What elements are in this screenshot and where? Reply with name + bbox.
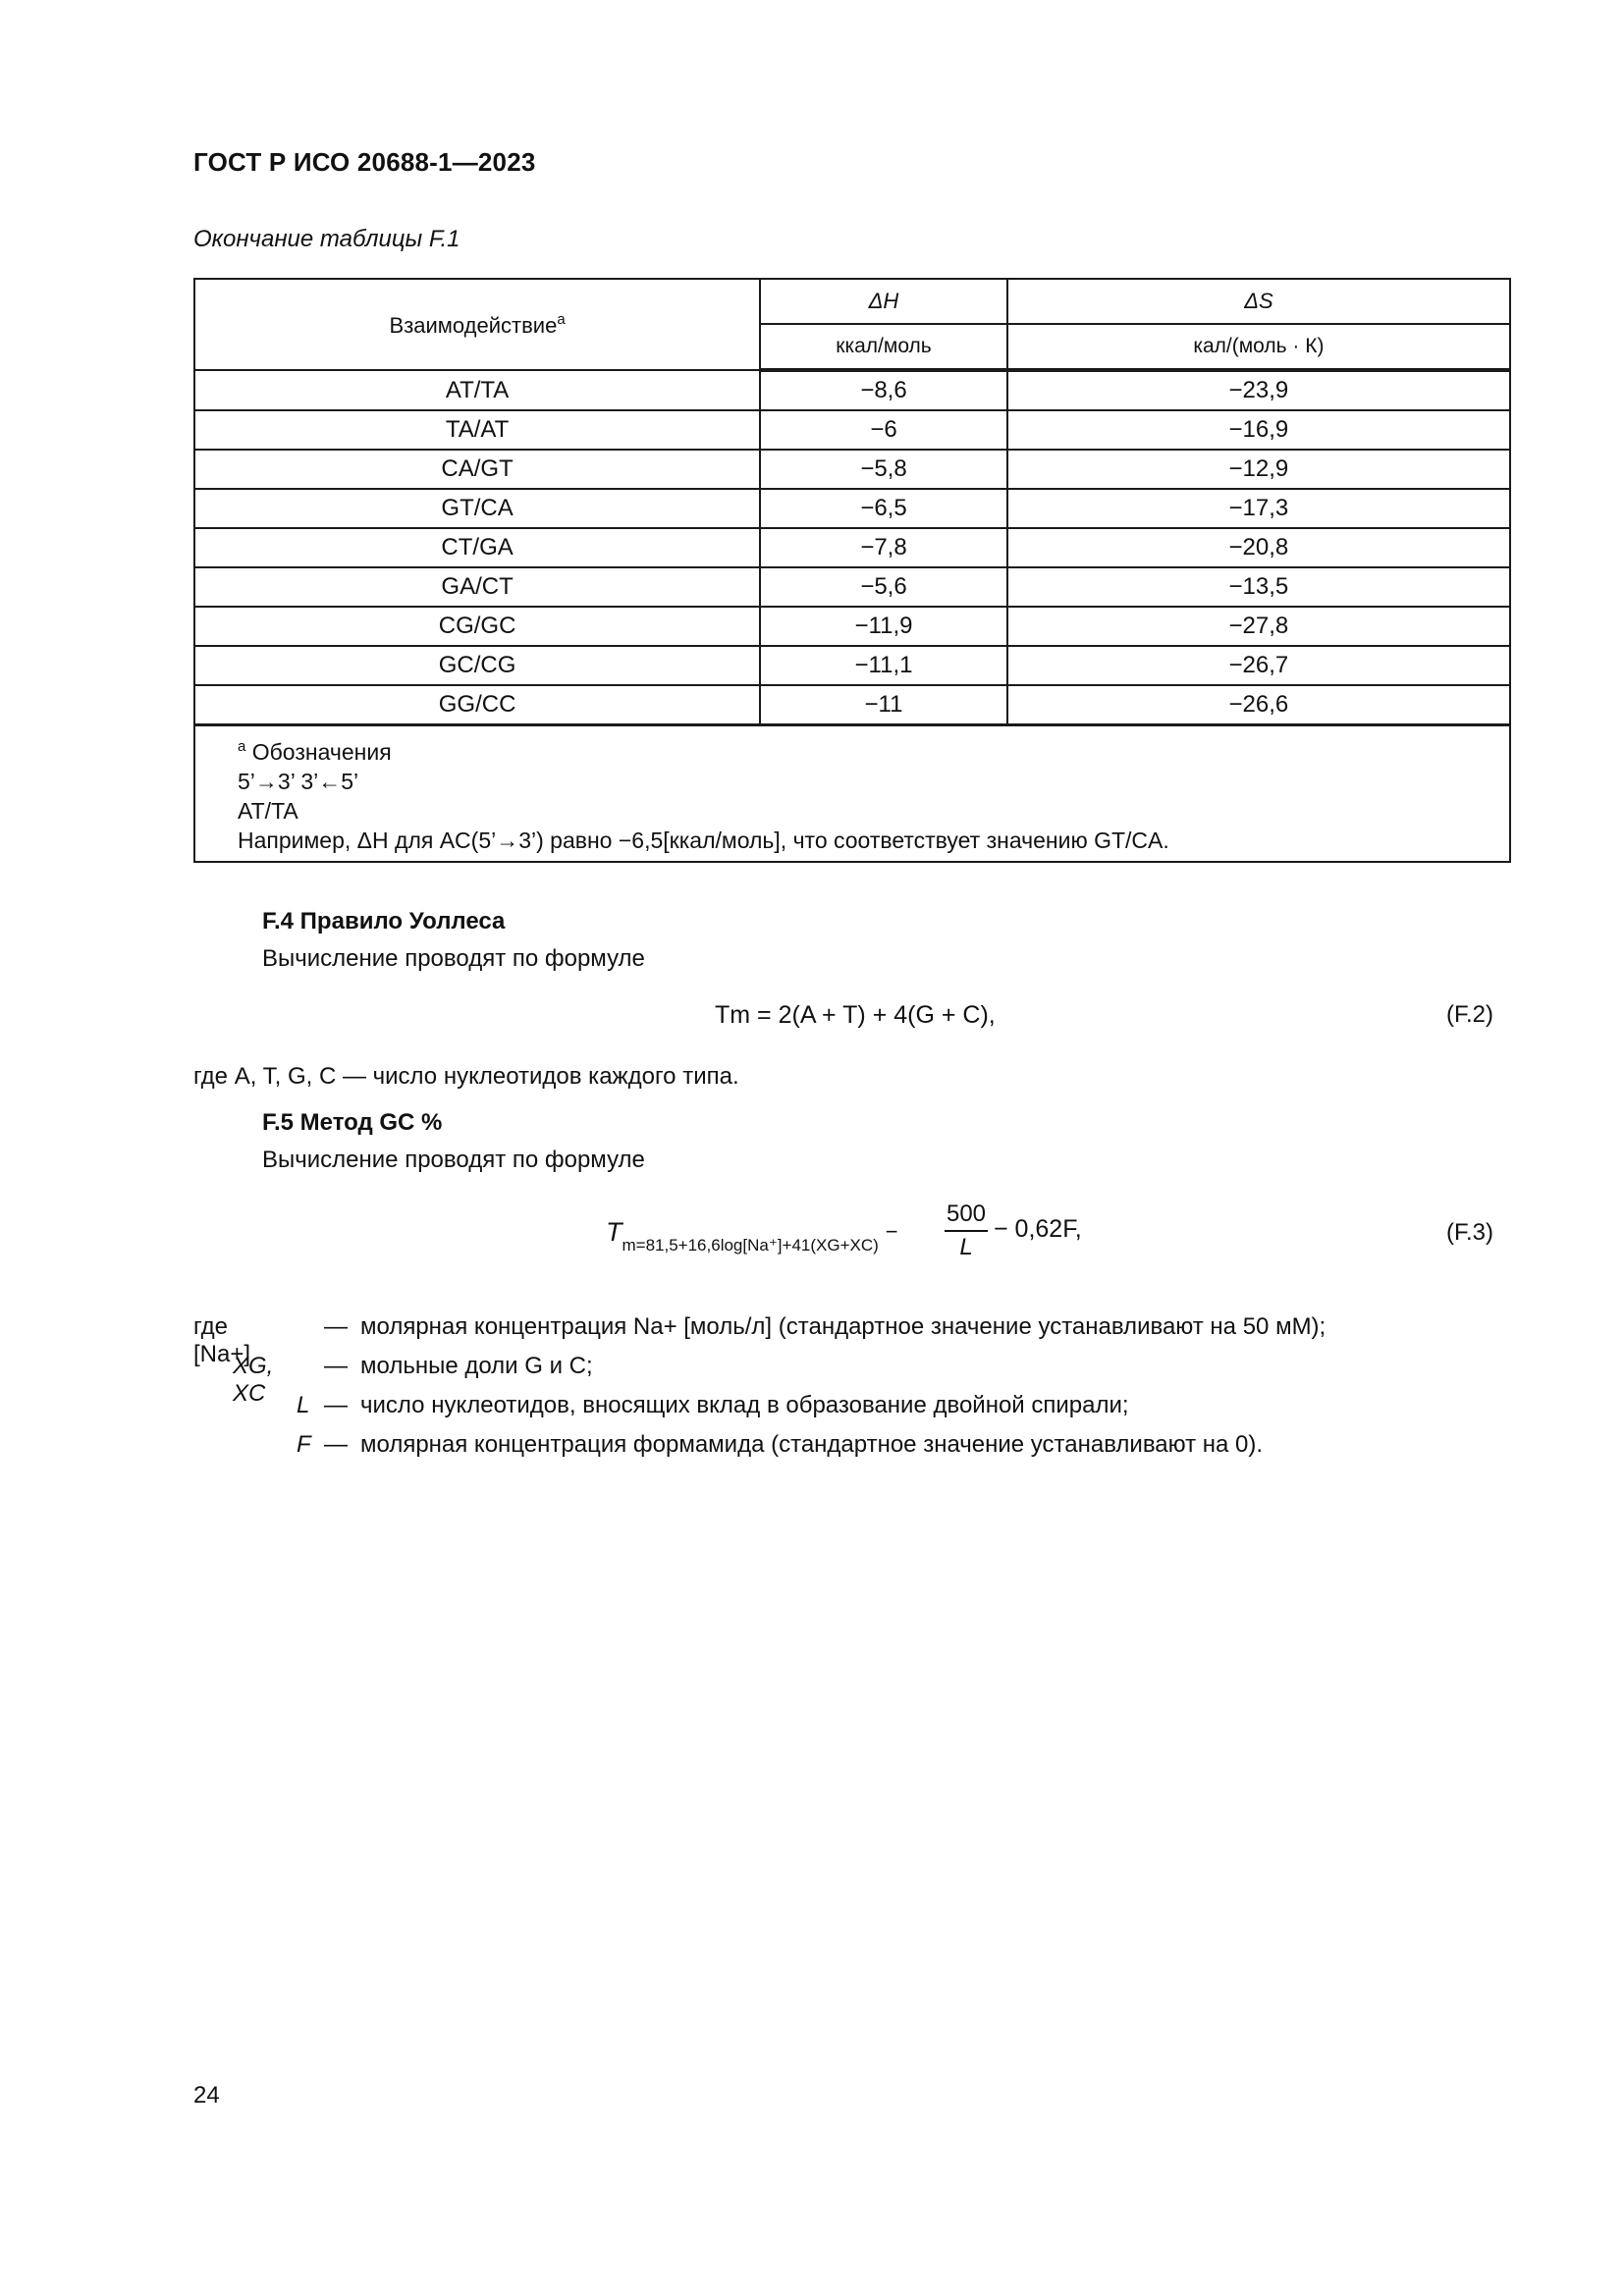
unit-ds: кал/(моль · К) <box>1007 324 1510 370</box>
header-dh: ΔH <box>760 279 1007 324</box>
formula-f3-fraction: 500 L <box>946 1201 987 1260</box>
table-row: AT/TA −8,6 −23,9 <box>194 370 1510 410</box>
header-interaction: Взаимодействие$^a$ <box>194 279 760 370</box>
formula-f3-tail: − 0,62F, <box>994 1215 1082 1243</box>
table-footnote: $^a$ Обозначения 5’→3’ 3’←5’ AT/TA Например, ΔH для AC(5’→3’) равно −6,5[ккал/моль], что соответствует значению GT/CA. <box>194 725 1510 863</box>
table-row: GG/CC −11 −26,6 <box>194 685 1510 725</box>
section-f5-title: F.5 Метод GC % <box>262 1109 443 1136</box>
formula-f2-number: (F.2) <box>1446 1001 1493 1028</box>
unit-dh: ккал/моль <box>760 324 1007 370</box>
document-id: ГОСТ Р ИСО 20688-1—2023 <box>193 147 536 177</box>
section-f4-title: F.4 Правило Уоллеса <box>262 908 506 934</box>
formula-f2: Tm = 2(A + T) + 4(G + C), <box>715 1001 996 1029</box>
formula-f3-number: (F.3) <box>1446 1219 1493 1246</box>
table-row: CT/GA −7,8 −20,8 <box>194 528 1510 567</box>
table-row: GT/CA −6,5 −17,3 <box>194 489 1510 528</box>
page-number: 24 <box>193 2082 220 2109</box>
section-f4-where: где A, T, G, C — число нуклеотидов каждого типа. <box>193 1063 739 1090</box>
table-row: GA/CT −5,6 −13,5 <box>194 567 1510 607</box>
thermo-table <box>193 278 1511 863</box>
table-caption: Окончание таблицы F.1 <box>193 226 460 252</box>
section-f4-intro: Вычисление проводят по формуле <box>262 945 645 972</box>
formula-f3: $T_{m=81,5+16,6log[Na^+]+41(XG+XC)}$ − <box>606 1217 898 1255</box>
table-row: TA/AT −6 −16,9 <box>194 410 1510 450</box>
table-row: CG/GC −11,9 −27,8 <box>194 607 1510 646</box>
section-f5-intro: Вычисление проводят по формуле <box>262 1147 645 1173</box>
table-row: CA/GT −5,8 −12,9 <box>194 450 1510 489</box>
header-ds: ΔS <box>1007 279 1510 324</box>
table-row: GC/CG −11,1 −26,7 <box>194 646 1510 685</box>
